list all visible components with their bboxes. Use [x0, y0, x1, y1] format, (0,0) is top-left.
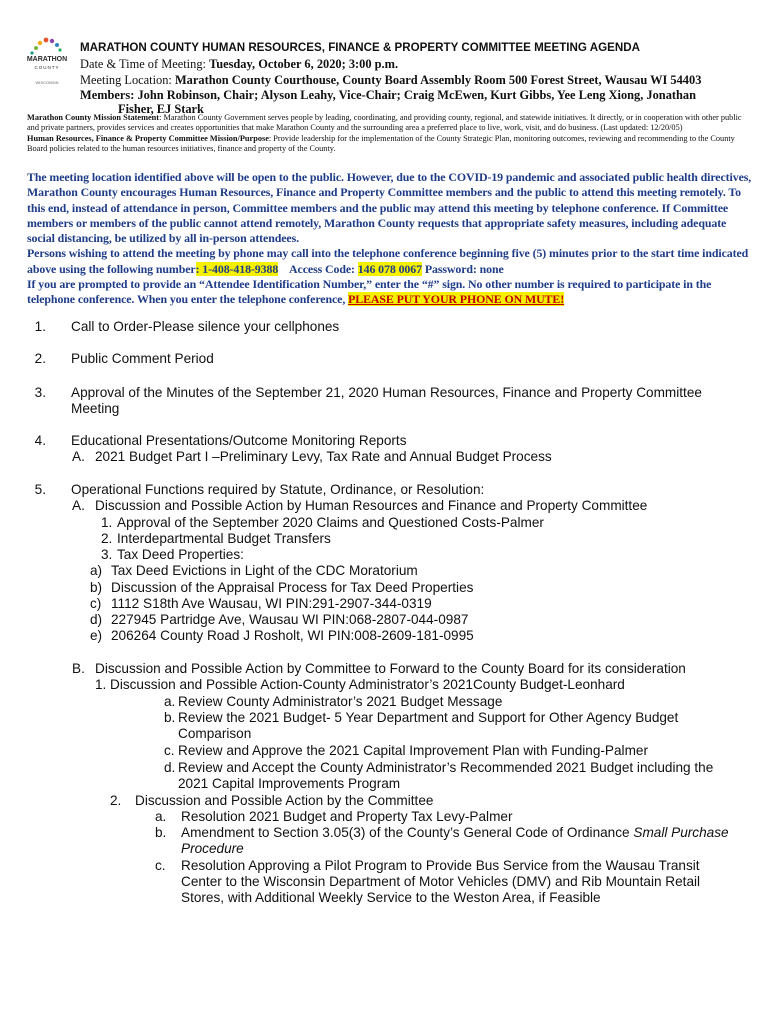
attendee-instructions [27, 277, 752, 308]
attendee-text: If you are prompted to provide an “Attendee Identification Number,” enter the “#” sign. No other number is required to participate in the telephone conference. When you enter the telephone conference, [27, 277, 712, 307]
agenda-page: MARATHON COUNTY WISCONSIN MARATHON COUNTY HUMAN RESOURCES, FINANCE & PROPERTY COMMITTEE MEETING AGENDA Date & Time of Meeting: Tuesday, October 6, 2020; 3:00 p.m. Meeting Location: Marathon County Courthouse, County Board Assembly Room 500 Forest Street, Wausau WI 54403 Members: John Robinson, Chair; Alyson Leahy, Vice-Chair; Craig McEwen, Kurt Gibbs, Yee Leng Xiong, Jonathan Fisher, EJ Stark Marathon County Mission Statement: Marathon County Government serves people by leading, coordinating, and providing county, regional, and statewide initiatives. It directly, or in cooperation with other public and private partners, provides services and creates opportunities that make Marathon County and the surrounding area a preferred place to live, work, visit, and do business. (Last updated: 12/20/05) Human Resources, Finance & Property Committee Mission/Purpose: Provide leadership for the implementation of the County Strategic Plan, monitoring outcomes, reviewing and recommending to the County Board policies related to the human resources initiatives, finance and property of the County. The meeting location identified above will be open to the public. However, due to the COVID-19 pandemic and associated public health directives, Marathon County encourages Human Resources, Finance and Property Committee members and the public to attend this meeting remotely. To this end, instead of attendance in person, Committee members and the public may attend this meeting by telephone conference. If Committee members or members of the public cannot attend remotely, Marathon County requests that appropriate safety measures, including adequate social distancing, be utilized by all in-person attendees. Persons wishing to attend the meeting by phone may call into the telephone conference beginning five (5) minutes prior to the start time indicated above using the following number: 1-408-418-9388 Access Code: 146 078 0067 Password: none If you are prompted to provide an “Attendee Identification Number,” enter the “#” sign. No other number is required to participate in the telephone conference. When you enter the telephone conference, PLEASE PUT YOUR PHONE ON MUTE! 1. Call to Order-Please silence your cellphones 2. Public Comment Period 3. Approval of the Minutes of the September 21, 2020 Human Resources, Finance and Property Committee Meeting 4. Educational Presentations/Outcome Monitoring Reports A. 2021 Budget Part I –Preliminary Levy, Tax Rate and Annual Budget Process 5. Operational Functions required by Statute, Ordinance, or Resolution: A. Discussion and Possible Action by Human Resources and Finance and Property Committee 1. Approval of the September 2020 Claims and Questioned Costs-Palmer 2. Interdepartmental Budget Transfers 3. Tax Deed Properties: a) Tax Deed Evictions in Light of the CDC Moratorium b) Discussion of the Appraisal Process for Tax Deed Properties c) 1112 S18th Ave Wausau, WI PIN:291-2907-344-0319 d) 227945 Partridge Ave, Wausau WI PIN:068-2807-044-0987 e) 206264 County Road J Rosholt, WI PIN:008-2609-181-0995 B. Discussion and Possible Action by Committee to Forward to the County Board for its consideration 1. Discussion and Possible Action-County Administrator’s 2021County Budget-Leonhard a. Review County Administrator’s 2021 Budget Message b. Review the 2021 Budget- 5 Year Department and Support for Other Agency Budget Comparison c. Review and Approve the 2021 Capital Improvement Plan with Funding-Palmer d. Review and Accept the County Administrator’s Recommended 2021 Budget including the 2021 Capital Improvements Program 2. Discussion and Possible Action by the Committee a. Resolution 2021 Budget and Property Tax Levy-Palmer b. Amendment to Section 3.05(3) of the County’s General Code of Ordinance Small Purchase Procedure c. Resolution Approving a Pilot Program to Provide Bus Service from the Wausau Transit Center to the Wisconsin Department of Motor Vehicles (DMV) and Rib Mountain Retail Stores, with Additional Weekly Service to the Weston Area, if Feasible [0, 0, 770, 1024]
password: Password: none [424, 261, 504, 276]
phone-intro: Persons wishing to attend the meeting by phone may call into the telephone conference beginning five (5) minutes prior to the start time indicated above using the following number [27, 246, 749, 276]
list-item: b) Discussion of the Appraisal Process for Tax Deed Properties [90, 580, 474, 595]
list-item-cont: Stores, with Additional Weekly Service to the Weston Area, if Feasible [181, 890, 601, 905]
covid-paragraph: The meeting location identified above will be open to the public. However, due to the COVID-19 pandemic and associated public health directives, Marathon County encourages Human Resources, Finance and Property Committee members and the public to attend this meeting remotely. To this end, instead of attendance in person, Committee members and the public may attend this meeting by telephone conference. If Committee members or members of the public cannot attend remotely, Marathon County requests that appropriate safety measures, including adequate social distancing, be utilized by all in-person attendees. [27, 170, 752, 246]
logo-county: COUNTY [34, 65, 60, 70]
list-item-cont: Center to the Wisconsin Department of Motor Vehicles (DMV) and Rib Mountain Retail [181, 874, 701, 889]
agenda-header [80, 40, 760, 116]
list-item-cont: Meeting [71, 401, 120, 416]
county-mission-text: : Marathon County Government serves people by leading, coordinating, and providing county, regional, and statewide initiatives. It directly, or in cooperation with other public and private partners, provides services and creates opportunities that make Marathon County and the surrounding area a preferred place to live, work, visit, and do business. (Last updated: 12/20/05) [27, 113, 742, 133]
list-item: e) 206264 County Road J Rosholt, WI PIN:008-2609-181-0995 [90, 628, 474, 643]
county-logo [22, 36, 72, 98]
committee-mission [27, 134, 747, 155]
access-code-label: Access Code: [289, 261, 355, 276]
list-item: a. Resolution 2021 Budget and Property Tax Levy-Palmer [155, 809, 513, 824]
list-item-cont: 2021 Capital Improvements Program [178, 776, 401, 791]
list-item: d) 227945 Partridge Ave, Wausau WI PIN:068-2807-044-0987 [90, 612, 469, 627]
list-item: A. 2021 Budget Part I –Preliminary Levy, Tax Rate and Annual Budget Process [72, 449, 552, 464]
list-item: c. Review and Approve the 2021 Capital Improvement Plan with Funding-Palmer [164, 743, 648, 758]
meeting-location [80, 72, 760, 88]
list-item: d. Review and Accept the County Administrator’s Recommended 2021 Budget including the [164, 760, 714, 775]
location-value: Marathon County Courthouse, County Board Assembly Room 500 Forest Street, Wausau WI 54403 [174, 73, 702, 87]
list-item: b. Review the 2021 Budget- 5 Year Department and Support for Other Agency Budget [164, 710, 679, 725]
committee-mission-label: Human Resources, Finance & Property Committee Mission/Purpose [27, 133, 269, 143]
members-line-2: Fisher, EJ Stark [118, 102, 204, 116]
access-code: 146 078 0067 [357, 261, 422, 276]
mission-statements [27, 113, 747, 155]
list-item: 2. Interdepartmental Budget Transfers [101, 531, 331, 546]
mute-notice: PLEASE PUT YOUR PHONE ON MUTE! [348, 292, 565, 307]
logo-tagline: WISCONSIN [35, 80, 59, 85]
members-line-1: Members: John Robinson, Chair; Alyson Leahy, Vice-Chair; Craig McEwen, Kurt Gibbs, Yee Leng Xiong, Jonathan [80, 88, 697, 102]
list-item: a) Tax Deed Evictions in Light of the CDC Moratorium [90, 563, 418, 578]
date-label: Date & Time of Meeting: [80, 57, 206, 71]
list-item: b. Amendment to Section 3.05(3) of the County’s General Code of Ordinance Small Purchase [155, 825, 729, 840]
list-item-cont: Procedure [181, 841, 244, 856]
committee-members [80, 88, 760, 116]
logo-dots-icon [22, 36, 72, 58]
agenda-title: MARATHON COUNTY HUMAN RESOURCES, FINANCE & PROPERTY COMMITTEE MEETING AGENDA [80, 41, 640, 54]
list-item: c. Resolution Approving a Pilot Program to Provide Bus Service from the Wausau Transit [155, 858, 700, 873]
list-item: A. Discussion and Possible Action by Human Resources and Finance and Property Committee [72, 498, 648, 513]
logo-name: MARATHON [26, 56, 68, 63]
phone-instructions [27, 246, 752, 277]
meeting-date [80, 56, 760, 72]
list-item: 1. Approval of the September 2020 Claims and Questioned Costs-Palmer [101, 515, 544, 530]
list-item-cont: Comparison [178, 726, 252, 741]
list-item: 1. Discussion and Possible Action-County Administrator’s 2021County Budget-Leonhard [95, 677, 625, 692]
committee-mission-text: : Provide leadership for the implementation of the County Strategic Plan, monitoring outcomes, reviewing and recommending to the County Board policies related to the human resources initiatives, finance and property of the County. [27, 133, 735, 154]
list-item: B. Discussion and Possible Action by Committee to Forward to the County Board for its consideration [72, 661, 686, 676]
list-item: 3. Tax Deed Properties: [101, 547, 244, 562]
list-item: a. Review County Administrator’s 2021 Budget Message [164, 694, 503, 709]
date-value: Tuesday, October 6, 2020; 3:00 p.m. [209, 57, 399, 71]
phone-number: : 1-408-418-9388 [195, 261, 279, 276]
list-item: 2. Discussion and Possible Action by the Committee [110, 793, 434, 808]
location-label: Meeting Location: [80, 73, 172, 87]
county-mission [27, 113, 747, 134]
county-mission-label: Marathon County Mission Statement [27, 113, 160, 122]
list-item: c) 1112 S18th Ave Wausau, WI PIN:291-2907-344-0319 [90, 596, 432, 611]
covid-notice [27, 170, 752, 308]
